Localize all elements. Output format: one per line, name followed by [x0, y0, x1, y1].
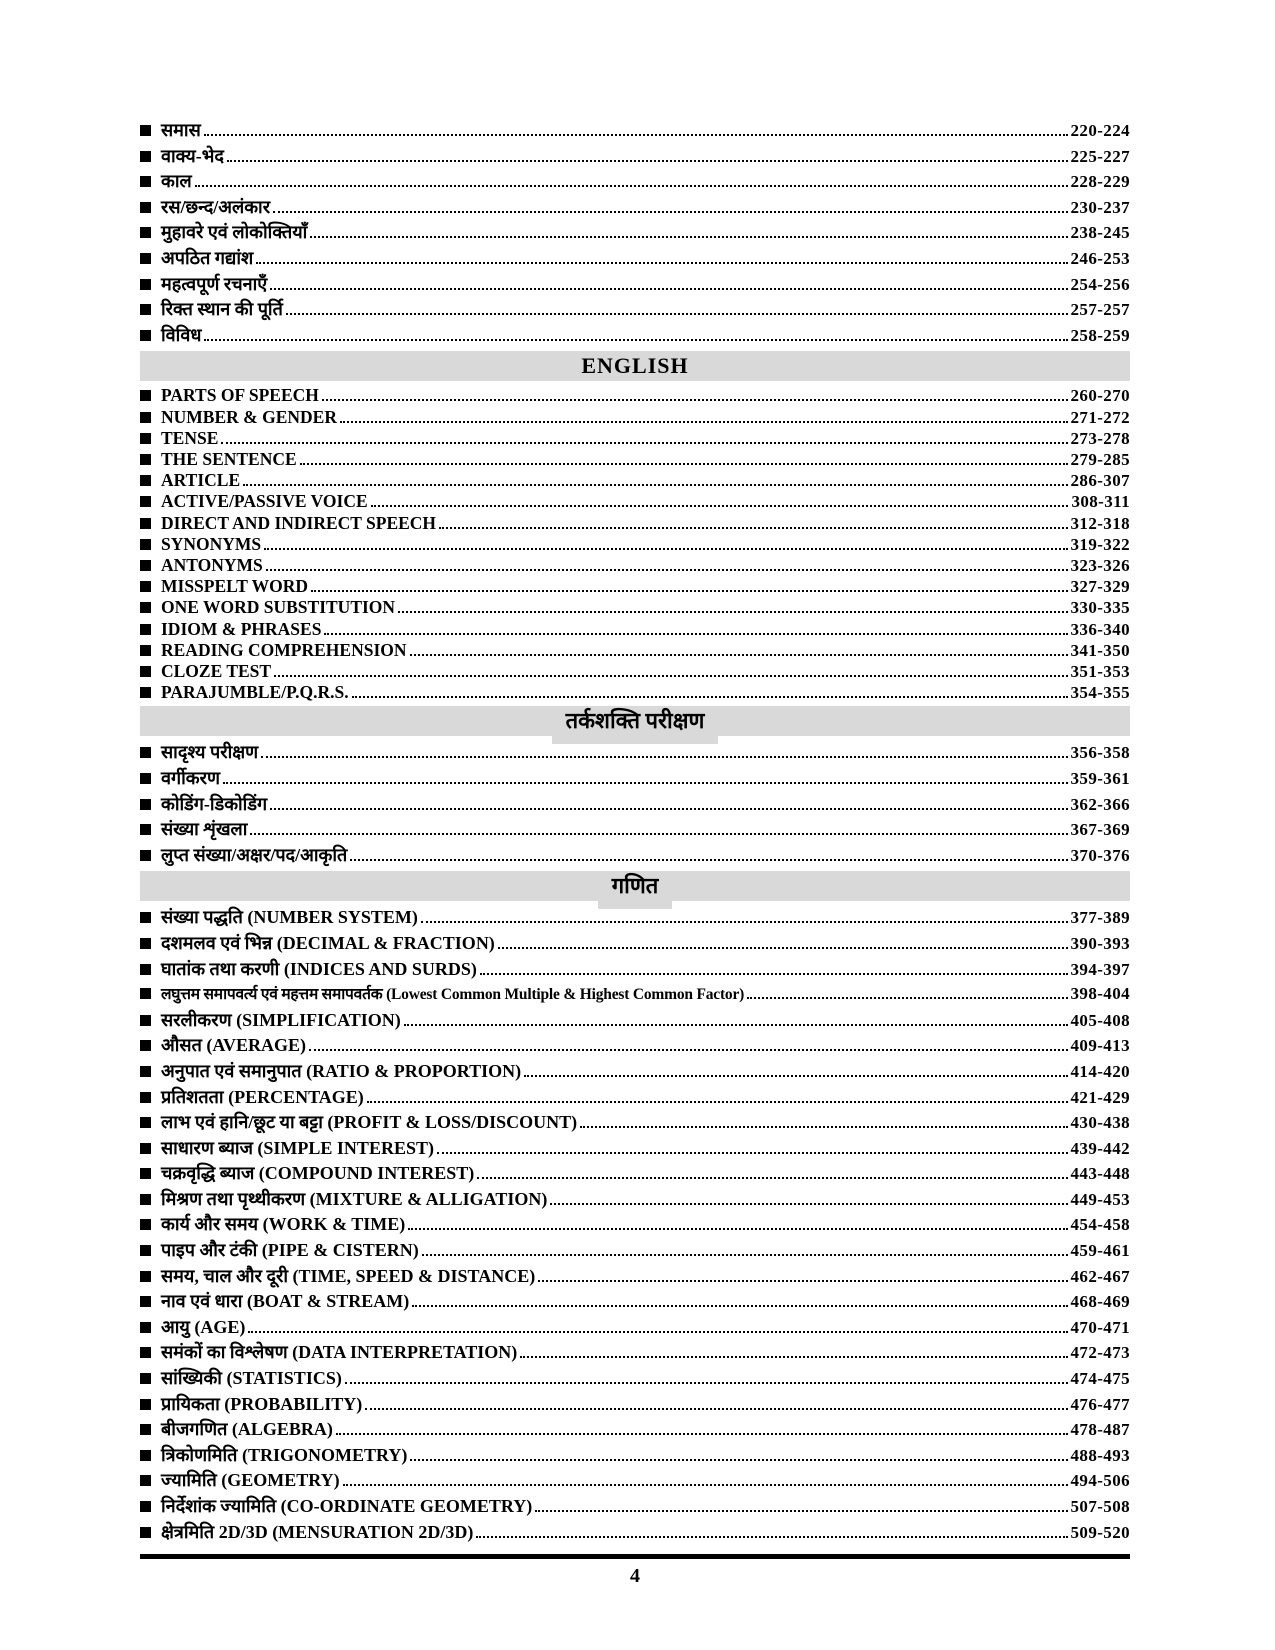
toc-entry-label: वाक्य-भेद: [161, 145, 224, 166]
toc-entry-pages: 362-366: [1070, 794, 1130, 814]
toc-entry-label: औसत (AVERAGE): [161, 1035, 307, 1056]
toc-entry: [140, 817, 1130, 843]
toc-entry-label: दशमलव एवं भिन्न (DECIMAL & FRACTION): [161, 932, 495, 953]
bullet-square-icon: [140, 1373, 151, 1384]
bullet-square-icon: [140, 304, 151, 315]
toc-entry-label: ज्यामिति (GEOMETRY): [161, 1470, 340, 1491]
toc-entry-label: पाइप और टंकी (PIPE & CISTERN): [161, 1240, 419, 1261]
toc-entry-label: READING COMPREHENSION: [161, 639, 407, 660]
dotted-leader: [421, 920, 1068, 923]
toc-entry-pages: 323-326: [1070, 555, 1130, 575]
section-header: गणित: [598, 871, 673, 909]
toc-entry: [140, 1494, 1130, 1520]
toc-entry-label: काल: [161, 171, 192, 192]
dotted-leader: [345, 1381, 1068, 1384]
toc-entry: [140, 246, 1130, 272]
bullet-square-icon: [140, 1219, 151, 1230]
toc-entry: [140, 576, 1130, 597]
bullet-square-icon: [140, 1015, 151, 1026]
dotted-leader: [371, 504, 1069, 507]
bullet-square-icon: [140, 1117, 151, 1128]
bullet-square-icon: [140, 1347, 151, 1358]
toc-entry-label: MISSPELT WORD: [161, 576, 309, 597]
toc-entry-pages: 370-376: [1070, 845, 1130, 865]
dotted-leader: [322, 398, 1068, 401]
toc-entry-pages: 359-361: [1070, 768, 1130, 788]
toc-entry-label: लाभ एवं हानि/छूट या बट्टा (PROFIT & LOSS/DISCOUNT): [161, 1112, 578, 1133]
toc-entry-pages: 405-408: [1070, 1010, 1130, 1030]
toc-entry-pages: 377-389: [1070, 908, 1130, 928]
dotted-leader: [243, 483, 1067, 486]
toc-entry-pages: 474-475: [1070, 1369, 1130, 1389]
toc-entry: [140, 1520, 1130, 1546]
toc-entry: [140, 1033, 1130, 1059]
footer-rule: [140, 1554, 1130, 1559]
toc-entry-label: TENSE: [161, 427, 219, 448]
toc-entry-label: लुप्त संख्या/अक्षर/पद/आकृति: [161, 844, 348, 865]
toc-entry-label: प्रायिकता (PROBABILITY): [161, 1393, 363, 1414]
dotted-leader: [300, 462, 1068, 465]
bullet-square-icon: [140, 253, 151, 264]
toc-entry: [140, 792, 1130, 818]
toc-entry-label: साधारण ब्याज (SIMPLE INTEREST): [161, 1137, 434, 1158]
dotted-leader: [223, 781, 1068, 784]
toc-entry-label: अनुपात एवं समानुपात (RATIO & PROPORTION): [161, 1060, 522, 1081]
dotted-leader: [439, 526, 1067, 529]
bullet-square-icon: [140, 1424, 151, 1435]
dotted-leader: [524, 1074, 1067, 1077]
section-header: ENGLISH: [581, 353, 689, 379]
bullet-square-icon: [140, 330, 151, 341]
toc-entry-pages: 472-473: [1070, 1343, 1130, 1363]
dotted-leader: [538, 1279, 1067, 1282]
toc-entry: [140, 534, 1130, 555]
bullet-square-icon: [140, 454, 151, 465]
toc-entry-label: ACTIVE/PASSIVE VOICE: [161, 491, 368, 512]
bullet-square-icon: [140, 747, 151, 758]
toc-entry-pages: 330-335: [1070, 598, 1130, 618]
bullet-square-icon: [140, 602, 151, 613]
bullet-square-icon: [140, 1296, 151, 1307]
bullet-square-icon: [140, 1040, 151, 1051]
toc-entry-label: PARAJUMBLE/P.Q.R.S.: [161, 682, 349, 703]
bullet-square-icon: [140, 1271, 151, 1282]
dotted-leader: [422, 1253, 1068, 1256]
toc-entry-label: प्रतिशतता (PERCENTAGE): [161, 1086, 364, 1107]
toc-entry-pages: 443-448: [1070, 1164, 1130, 1184]
bullet-square-icon: [140, 666, 151, 677]
dotted-leader: [476, 1535, 1067, 1538]
bullet-square-icon: [140, 1501, 151, 1512]
toc-entry-label: ONE WORD SUBSTITUTION: [161, 597, 396, 618]
toc-entry: [140, 1264, 1130, 1290]
dotted-leader: [227, 159, 1068, 162]
bullet-square-icon: [140, 125, 151, 136]
toc-entry-pages: 356-358: [1070, 743, 1130, 763]
dotted-leader: [520, 1355, 1067, 1358]
toc-entry-pages: 308-311: [1071, 492, 1130, 512]
toc-entry: [140, 1136, 1130, 1162]
toc-entry: [140, 513, 1130, 534]
dotted-leader: [274, 674, 1067, 677]
toc-entry: [140, 1238, 1130, 1264]
toc-entry-label: निर्देशांक ज्यामिति (CO-ORDINATE GEOMETRY): [161, 1496, 533, 1517]
toc-entry: [140, 619, 1130, 640]
toc-entry: [140, 982, 1130, 1008]
dotted-leader: [256, 261, 1067, 264]
toc-entry-pages: 430-438: [1070, 1113, 1130, 1133]
dotted-leader: [477, 1176, 1067, 1179]
toc-entry-label: चक्रवृद्धि ब्याज (COMPOUND INTEREST): [161, 1163, 475, 1184]
toc-entry: [140, 766, 1130, 792]
bullet-square-icon: [140, 1092, 151, 1103]
bullet-square-icon: [140, 1450, 151, 1461]
dotted-leader: [410, 1458, 1067, 1461]
dotted-leader: [248, 1330, 1067, 1333]
dotted-leader: [324, 632, 1067, 635]
toc-entry-pages: 273-278: [1070, 428, 1130, 448]
toc-entry: [140, 1315, 1130, 1341]
toc-entry-label: महत्वपूर्ण रचनाएँ: [161, 273, 268, 294]
toc-entry: [140, 428, 1130, 449]
toc-entry: [140, 1468, 1130, 1494]
toc-entry-label: समास: [161, 120, 201, 140]
toc-entry-pages: 279-285: [1070, 449, 1130, 469]
dotted-leader: [410, 653, 1068, 656]
toc-entry-label: SYNONYMS: [161, 533, 262, 554]
dotted-leader: [270, 807, 1067, 810]
toc-entry: [140, 843, 1130, 869]
bullet-square-icon: [140, 1194, 151, 1205]
toc-entry: [140, 1443, 1130, 1469]
toc-entry: [140, 169, 1130, 195]
toc-entry: [140, 323, 1130, 349]
bullet-square-icon: [140, 151, 151, 162]
toc-entry: [140, 931, 1130, 957]
toc-entry-label: DIRECT AND INDIRECT SPEECH: [161, 512, 437, 533]
dotted-leader: [270, 287, 1067, 290]
toc-entry-pages: 254-256: [1070, 274, 1130, 294]
dotted-leader: [310, 235, 1067, 238]
bullet-square-icon: [140, 1475, 151, 1486]
bullet-square-icon: [140, 279, 151, 290]
dotted-leader: [264, 547, 1067, 550]
toc-entry: [140, 449, 1130, 470]
toc-entry: [140, 1110, 1130, 1136]
toc-entry-pages: 354-355: [1070, 683, 1130, 703]
toc-entry: [140, 1366, 1130, 1392]
dotted-leader: [437, 1151, 1068, 1154]
toc-entry-label: समंकों का विश्लेषण (DATA INTERPRETATION): [161, 1342, 518, 1363]
toc-entry-label: ARTICLE: [161, 470, 241, 491]
toc-entry: [140, 957, 1130, 983]
toc-entry-label: लघुत्तम समापवर्त्य एवं महत्तम समापवर्तक (Lowest Common Multiple & Highest Common Factor): [161, 986, 745, 1004]
toc-entry-pages: 327-329: [1070, 577, 1130, 597]
bullet-square-icon: [140, 824, 151, 835]
toc-entry-pages: 228-229: [1070, 172, 1130, 192]
toc-entry-label: मिश्रण तथा पृथ्थीकरण (MIXTURE & ALLIGATION): [161, 1188, 548, 1209]
toc-entry: [140, 1085, 1130, 1111]
toc-entry-pages: 494-506: [1070, 1471, 1130, 1491]
dotted-leader: [580, 1125, 1067, 1128]
dotted-leader: [352, 695, 1068, 698]
toc-entry: [140, 640, 1130, 661]
section-header: तर्कशक्ति परीक्षण: [552, 706, 719, 744]
bullet-square-icon: [140, 773, 151, 784]
toc-entry-pages: 509-520: [1070, 1522, 1130, 1542]
bullet-square-icon: [140, 1527, 151, 1538]
toc-entry-label: रिक्त स्थान की पूर्ति: [161, 299, 283, 320]
bullet-square-icon: [140, 687, 151, 698]
toc-entry-pages: 230-237: [1070, 197, 1130, 217]
dotted-leader: [480, 972, 1068, 975]
toc-entry-pages: 225-227: [1070, 146, 1130, 166]
toc-entry-label: NUMBER & GENDER: [161, 406, 337, 427]
dotted-leader: [195, 184, 1068, 187]
toc-entry-label: सरलीकरण (SIMPLIFICATION): [161, 1009, 401, 1030]
bullet-square-icon: [140, 1322, 151, 1333]
toc-entry-pages: 488-493: [1070, 1445, 1130, 1465]
dotted-leader: [350, 858, 1067, 861]
toc-entry: [140, 1212, 1130, 1238]
dotted-leader: [309, 1048, 1068, 1051]
dotted-leader: [204, 338, 1067, 341]
toc-entry: [140, 597, 1130, 618]
bullet-square-icon: [140, 988, 151, 999]
toc-entry-pages: 312-318: [1070, 513, 1130, 533]
toc-entry-label: CLOZE TEST: [161, 660, 272, 681]
toc-entry-pages: 394-397: [1070, 959, 1130, 979]
toc-entry-pages: 449-453: [1070, 1189, 1130, 1209]
dotted-leader: [747, 996, 1067, 999]
toc-entry-label: IDIOM & PHRASES: [161, 618, 322, 639]
dotted-leader: [367, 1100, 1068, 1103]
toc-entry: [140, 1008, 1130, 1034]
toc-entry: [140, 1392, 1130, 1418]
dotted-leader: [412, 1304, 1067, 1307]
bullet-square-icon: [140, 539, 151, 550]
toc-entry-pages: 351-353: [1070, 661, 1130, 681]
bullet-square-icon: [140, 433, 151, 444]
toc-entry-pages: 341-350: [1070, 640, 1130, 660]
section-header-band: [140, 351, 1130, 381]
bullet-square-icon: [140, 1399, 151, 1410]
toc-entry-pages: 271-272: [1070, 407, 1130, 427]
toc-entry: [140, 195, 1130, 221]
toc-entry: [140, 297, 1130, 323]
toc-entry-pages: 459-461: [1070, 1241, 1130, 1261]
bullet-square-icon: [140, 176, 151, 187]
page-number: 4: [630, 1565, 640, 1588]
toc-entry-label: कोडिंग-डिकोडिंग: [161, 793, 268, 814]
bullet-square-icon: [140, 912, 151, 923]
dotted-leader: [204, 133, 1068, 136]
toc-entry: [140, 1417, 1130, 1443]
bullet-square-icon: [140, 227, 151, 238]
toc-entry: [140, 1340, 1130, 1366]
toc-entry: [140, 491, 1130, 512]
dotted-leader: [261, 755, 1067, 758]
toc-entry-pages: 257-257: [1070, 300, 1130, 320]
dotted-leader: [498, 946, 1068, 949]
toc-entry: [140, 661, 1130, 682]
toc-entry-pages: 258-259: [1070, 325, 1130, 345]
toc-entry-label: नाव एवं धारा (BOAT & STREAM): [161, 1291, 410, 1312]
toc-entry-pages: 367-369: [1070, 820, 1130, 840]
toc-entry: [140, 407, 1130, 428]
bullet-square-icon: [140, 390, 151, 401]
toc-entry: [140, 1059, 1130, 1085]
dotted-leader: [408, 1227, 1067, 1230]
toc-entry-pages: 507-508: [1070, 1497, 1130, 1517]
bullet-square-icon: [140, 560, 151, 571]
dotted-leader: [221, 441, 1067, 444]
toc-entry-pages: 390-393: [1070, 933, 1130, 953]
toc-list: [140, 118, 1130, 1545]
bullet-square-icon: [140, 496, 151, 507]
bullet-square-icon: [140, 850, 151, 861]
bullet-square-icon: [140, 412, 151, 423]
toc-entry-label: आयु (AGE): [161, 1316, 246, 1337]
toc-entry-pages: 478-487: [1070, 1420, 1130, 1440]
bullet-square-icon: [140, 964, 151, 975]
toc-entry-label: रस/छन्द/अलंकार: [161, 196, 271, 217]
toc-entry-label: सादृश्य परीक्षण: [161, 742, 259, 763]
bullet-square-icon: [140, 1245, 151, 1256]
dotted-leader: [273, 210, 1067, 213]
toc-entry-label: अपठित गद्यांश: [161, 247, 254, 268]
toc-entry-pages: 409-413: [1070, 1036, 1130, 1056]
bullet-square-icon: [140, 645, 151, 656]
toc-entry-label: सांख्यिकी (STATISTICS): [161, 1368, 342, 1389]
toc-entry-label: PARTS OF SPEECH: [161, 385, 319, 406]
section-header-band: [140, 706, 1130, 736]
dotted-leader: [250, 832, 1067, 835]
toc-entry-pages: 462-467: [1070, 1266, 1130, 1286]
toc-entry-label: मुहावरे एवं लोकोक्तियाँ: [161, 222, 308, 243]
toc-entry-label: ANTONYMS: [161, 554, 263, 575]
bullet-square-icon: [140, 518, 151, 529]
dotted-leader: [550, 1202, 1067, 1205]
toc-entry-pages: 246-253: [1070, 248, 1130, 268]
toc-entry: [140, 555, 1130, 576]
toc-entry: [140, 144, 1130, 170]
dotted-leader: [266, 568, 1068, 571]
toc-entry-label: समय, चाल और दूरी (TIME, SPEED & DISTANCE): [161, 1265, 536, 1286]
bullet-square-icon: [140, 799, 151, 810]
toc-entry-pages: 286-307: [1070, 471, 1130, 491]
dotted-leader: [286, 312, 1068, 315]
toc-entry-label: त्रिकोणमिति (TRIGONOMETRY): [161, 1444, 408, 1465]
bullet-square-icon: [140, 938, 151, 949]
dotted-leader: [535, 1509, 1067, 1512]
toc-entry-pages: 336-340: [1070, 619, 1130, 639]
toc-entry-label: कार्य और समय (WORK & TIME): [161, 1214, 406, 1235]
toc-entry-pages: 319-322: [1070, 534, 1130, 554]
dotted-leader: [404, 1023, 1068, 1026]
toc-entry-label: संख्या शृंखला: [161, 819, 248, 840]
bullet-square-icon: [140, 475, 151, 486]
toc-entry-label: वर्गीकरण: [161, 767, 221, 788]
toc-entry-pages: 470-471: [1070, 1317, 1130, 1337]
toc-entry: [140, 118, 1130, 144]
toc-entry-pages: 220-224: [1070, 121, 1130, 140]
toc-entry-pages: 414-420: [1070, 1061, 1130, 1081]
bullet-square-icon: [140, 624, 151, 635]
toc-entry-label: THE SENTENCE: [161, 448, 297, 469]
toc-entry-label: संख्या पद्धति (NUMBER SYSTEM): [161, 907, 418, 928]
toc-entry-pages: 421-429: [1070, 1087, 1130, 1107]
toc-entry-label: क्षेत्रमिति 2D/3D (MENSURATION 2D/3D): [161, 1521, 474, 1542]
dotted-leader: [398, 610, 1067, 613]
dotted-leader: [340, 420, 1068, 423]
toc-entry-pages: 476-477: [1070, 1394, 1130, 1414]
toc-entry-label: विविध: [161, 324, 202, 345]
toc-entry-label: घातांक तथा करणी (INDICES AND SURDS): [161, 958, 477, 979]
bullet-square-icon: [140, 1143, 151, 1154]
toc-entry-pages: 439-442: [1070, 1138, 1130, 1158]
toc-entry-pages: 454-458: [1070, 1215, 1130, 1235]
dotted-leader: [365, 1407, 1067, 1410]
dotted-leader: [311, 589, 1068, 592]
dotted-leader: [336, 1432, 1068, 1435]
dotted-leader: [343, 1483, 1068, 1486]
toc-entry: [140, 220, 1130, 246]
toc-entry: [140, 470, 1130, 491]
toc-entry: [140, 385, 1130, 406]
bullet-square-icon: [140, 581, 151, 592]
toc-entry-pages: 398-404: [1070, 984, 1130, 1004]
toc-entry-label: बीजगणित (ALGEBRA): [161, 1419, 333, 1440]
toc-entry-pages: 468-469: [1070, 1292, 1130, 1312]
toc-entry: [140, 1187, 1130, 1213]
toc-entry: [140, 1161, 1130, 1187]
bullet-square-icon: [140, 1066, 151, 1077]
toc-entry-pages: 260-270: [1070, 386, 1130, 406]
toc-entry: [140, 1289, 1130, 1315]
section-header-band: [140, 871, 1130, 901]
toc-entry: [140, 682, 1130, 703]
toc-entry-pages: 238-245: [1070, 223, 1130, 243]
toc-entry: [140, 272, 1130, 298]
bullet-square-icon: [140, 202, 151, 213]
bullet-square-icon: [140, 1168, 151, 1179]
